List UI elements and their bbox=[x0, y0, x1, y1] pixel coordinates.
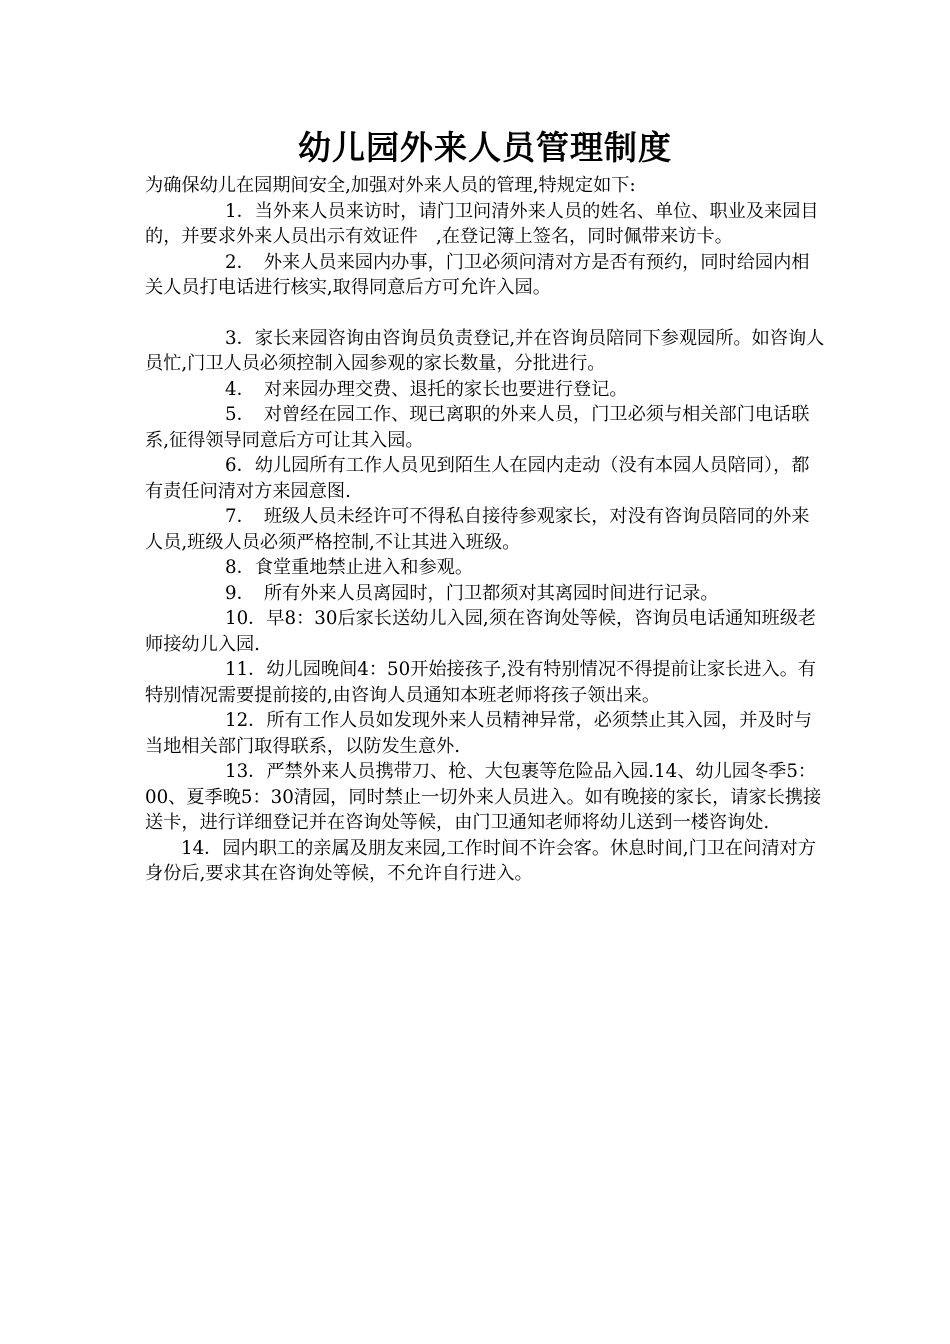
rule-item-9: 9． 所有外来人员离园时，门卫都须对其离园时间进行记录。 bbox=[225, 582, 719, 604]
rule-item-12: 12．所有工作人员如发现外来人员精神异常，必须禁止其入园，并及时与当地相关部门取得联系，以防发生意外. bbox=[145, 710, 812, 757]
rule-item-1: 1．当外来人员来访时，请门卫问清外来人员的姓名、单位、职业及来园目的，并要求外来人员出示有效证件 ,在登记簿上签名，同时佩带来访卡。 bbox=[145, 200, 819, 247]
paragraph-gap bbox=[145, 301, 825, 326]
rule-item-6: 6．幼儿园所有工作人员见到陌生人在园内走动（没有本园人员陪同），都有责任问清对方来园意图. bbox=[145, 455, 810, 502]
rule-item-11: 11．幼儿园晚间4：50开始接孩子,没有特别情况不得提前让家长进入。有特别情况需要提前接的,由咨询人员通知本班老师将孩子领出来。 bbox=[145, 659, 817, 706]
rule-item-10: 10．早8：30后家长送幼儿入园,须在咨询处等候，咨询员电话通知班级老师接幼儿入园. bbox=[145, 608, 817, 655]
rule-item-4: 4． 对来园办理交费、退托的家长也要进行登记。 bbox=[225, 378, 628, 400]
intro-paragraph: 为确保幼儿在园期间安全,加强对外来人员的管理,特规定如下: bbox=[145, 175, 636, 196]
rule-item-7: 7． 班级人员未经许可不得私自接待参观家长，对没有咨询员陪同的外来人员,班级人员必须严格控制,不让其进入班级。 bbox=[145, 506, 810, 553]
rule-item-8: 8．食堂重地禁止进入和参观。 bbox=[225, 557, 474, 578]
document-title: 幼儿园外来人员管理制度 bbox=[298, 128, 672, 167]
rule-item-2: 2． 外来人员来园内办事，门卫必须问清对方是否有预约，同时给园内相关人员打电话进行核实,取得同意后方可允许入园。 bbox=[145, 251, 810, 298]
rule-item-5: 5． 对曾经在园工作、现已离职的外来人员，门卫必须与相关部门电话联系,征得领导同意后方可让其入园。 bbox=[145, 404, 810, 451]
rule-item-13: 13．严禁外来人员携带刀、枪、大包裹等危险品入园.14、幼儿园冬季5：00、夏季晚5：30清园，同时禁止一切外来人员进入。如有晚接的家长，请家长携接送卡，进行详细登记并在咨询处等候，由门卫通知老师将幼儿送到一楼咨询处. bbox=[145, 761, 822, 833]
rule-item-3: 3．家长来园咨询由咨询员负责登记,并在咨询员陪同下参观园所。如咨询人员忙,门卫人员必须控制入园参观的家长数量，分批进行。 bbox=[145, 327, 825, 374]
rule-item-14: 14．园内职工的亲属及朋友来园,工作时间不许会客。休息时间,门卫在问清对方身份后,要求其在咨询处等候，不允许自行进入。 bbox=[145, 837, 816, 884]
document-page bbox=[145, 125, 825, 887]
